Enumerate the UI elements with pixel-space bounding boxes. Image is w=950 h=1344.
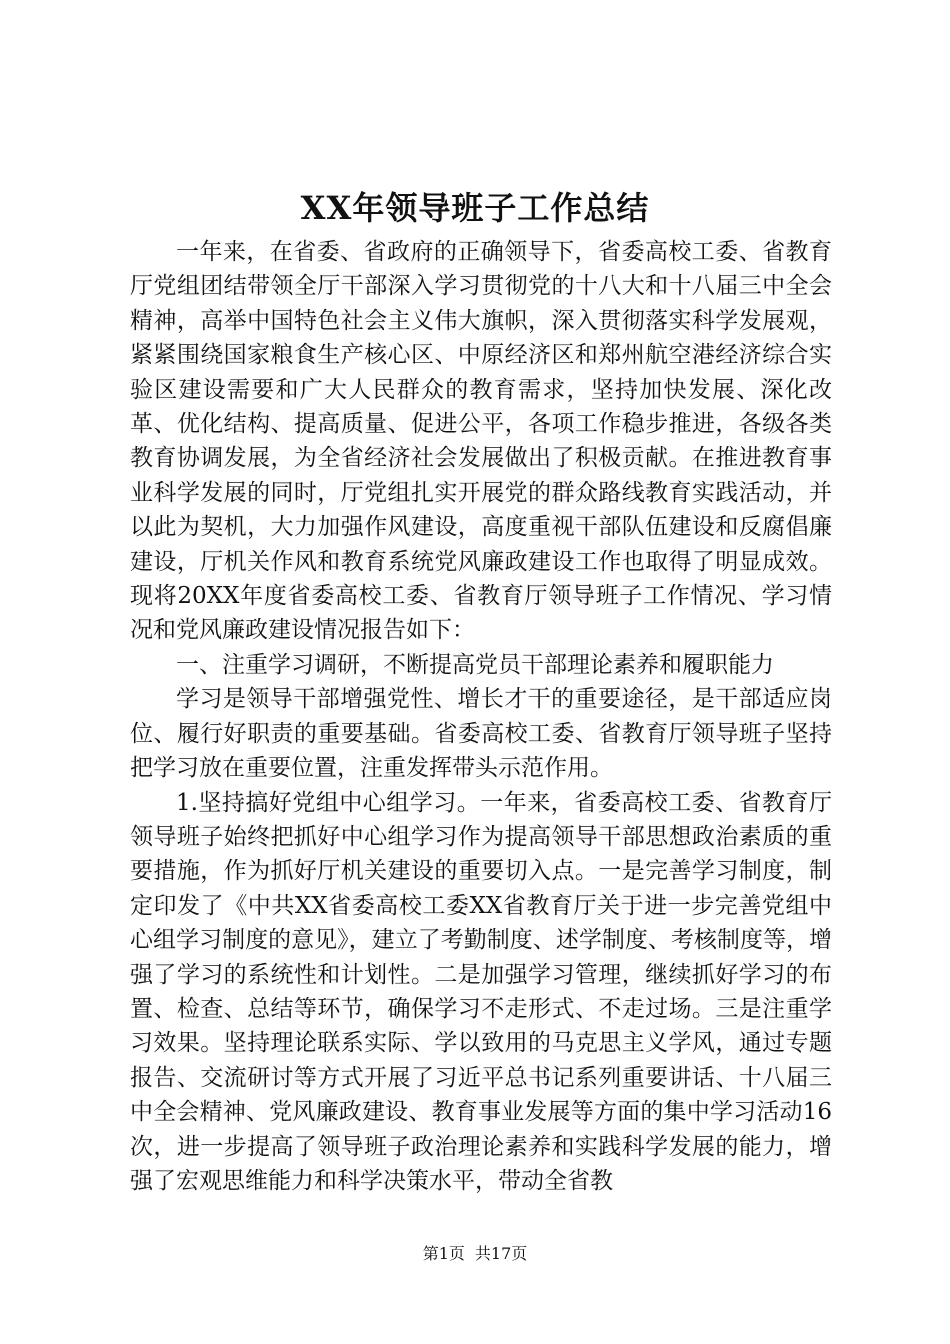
document-body (130, 235, 832, 1198)
paragraph-item-1: 1.坚持搞好党组中心组学习。一年来，省委高校工委、省教育厅领导班子始终把抓好中心组学习作为提高领导干部思想政治素质的重要措施，作为抓好厅机关建设的重要切入点。一是完善学习制度，制定印发了《中共XX省委高校工委XX省教育厅关于进一步完善党组中心组学习制度的意见》，建立了考勤制度、述学制度、考核制度等，增强了学习的系统性和计划性。二是加强学习管理，继续抓好学习的布置、检查、总结等环节，确保学习不走形式、不走过场。三是注重学习效果。坚持理论联系实际、学以致用的马克思主义学风，通过专题报告、交流研讨等方式开展了习近平总书记系列重要讲话、十八届三中全会精神、党风廉政建设、教育事业发展等方面的集中学习活动16次，进一步提高了领导班子政治理论素养和实践科学发展的能力，增强了宏观思维能力和科学决策水平，带动全省教 (130, 789, 832, 1194)
page-number: 第1页 (422, 1244, 465, 1263)
document-title: XX年领导班子工作总结 (300, 189, 650, 227)
page-total: 共17页 (474, 1244, 528, 1263)
paragraph-learning: 学习是领导干部增强党性、增长才干的重要途径，是干部适应岗位、履行好职责的重要基础。省委高校工委、省教育厅领导班子坚持把学习放在重要位置，注重发挥带头示范作用。 (130, 686, 832, 782)
paragraph-intro: 一年来，在省委、省政府的正确领导下，省委高校工委、省教育厅党组团结带领全厅干部深入学习贯彻党的十八大和十八届三中全会精神，高举中国特色社会主义伟大旗帜，深入贯彻落实科学发展观，紧紧围绕国家粮食生产核心区、中原经济区和郑州航空港经济综合实验区建设需要和广大人民群众的教育需求，坚持加快发展、深化改革、优化结构、提高质量、促进公平，各项工作稳步推进，各级各类教育协调发展，为全省经济社会发展做出了积极贡献。在推进教育事业科学发展的同时，厅党组扎实开展党的群众路线教育实践活动，并以此为契机，大力加强作风建设，高度重视干部队伍建设和反腐倡廉建设，厅机关作风和教育系统党风廉政建设工作也取得了明显成效。现将20XX年度省委高校工委、省教育厅领导班子工作情况、学习情况和党风廉政建设情况报告如下： (130, 239, 832, 644)
section-heading-1: 一、注重学习调研，不断提高党员干部理论素养和履职能力 (176, 651, 774, 678)
page-footer (0, 1243, 950, 1265)
